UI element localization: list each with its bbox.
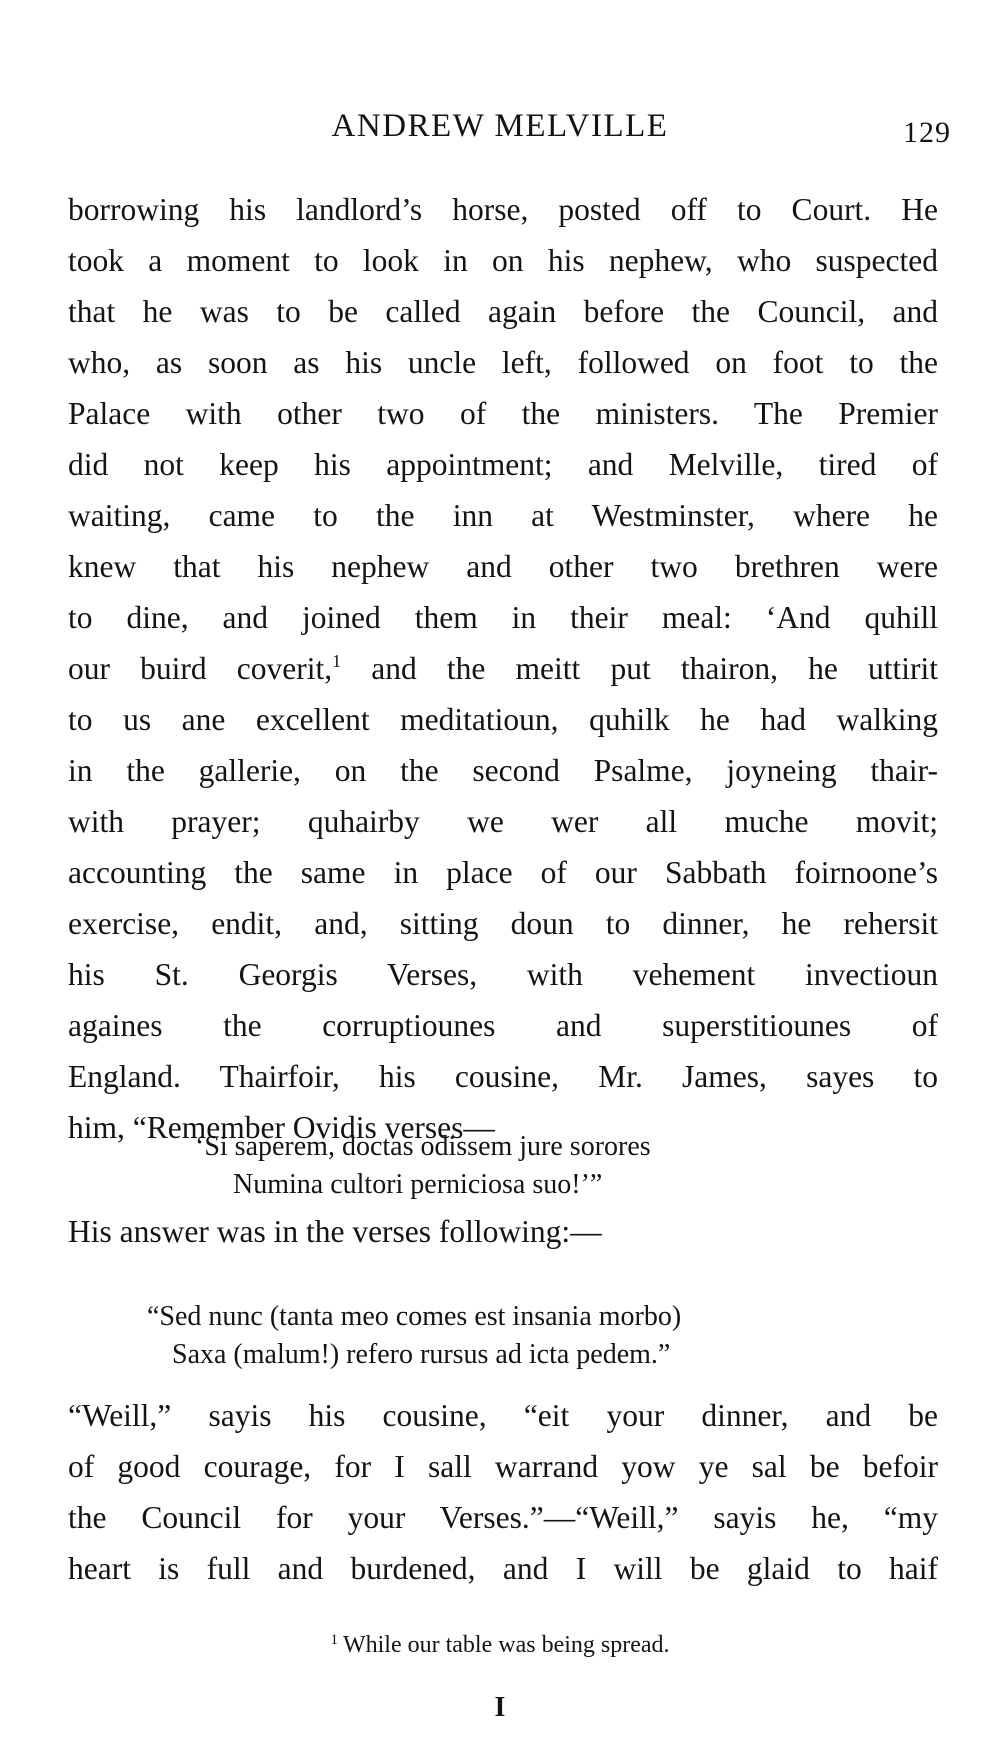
text-line: of good courage, for I sall warrand yow ye sal be befoir — [68, 1449, 938, 1484]
text-fragment: and the meitt put thairon, he uttirit — [341, 651, 938, 686]
paragraph-main — [68, 184, 938, 1153]
text-line: knew that his nephew and other two brethren were — [68, 549, 938, 584]
text-line: the Council for your Verses.”—“Weill,” sayis he, “my — [68, 1500, 938, 1535]
verse-quotation-answer — [0, 1298, 1000, 1374]
text-line: accounting the same in place of our Sabbath foirnoone’s — [68, 855, 938, 890]
text-line: to us ane excellent meditatioun, quhilk he had walking — [68, 702, 938, 737]
answer-line: His answer was in the verses following:— — [68, 1214, 602, 1249]
text-line: againes the corruptiounes and superstitiounes of — [68, 1008, 938, 1043]
text-line: borrowing his landlord’s horse, posted off to Court. He — [68, 192, 938, 227]
text-line: took a moment to look in on his nephew, who suspected — [68, 243, 938, 278]
paragraph-dialogue — [68, 1390, 938, 1594]
text-line-with-footnote — [68, 643, 938, 694]
text-line: exercise, endit, and, sitting doun to dinner, he rehersit — [68, 906, 938, 941]
text-line: “Weill,” sayis his cousine, “eit your dinner, and be — [68, 1398, 938, 1433]
text-line: his St. Georgis Verses, with vehement invectioun — [68, 957, 938, 992]
text-line: who, as soon as his uncle left, followed on foot to the — [68, 345, 938, 380]
verse-line: Numina cultori perniciosa suo!’” — [233, 1169, 603, 1200]
verse-line: “Sed nunc (tanta meo comes est insania morbo) — [147, 1301, 682, 1332]
text-line: waiting, came to the inn at Westminster, where he — [68, 498, 938, 533]
footnote — [0, 1632, 1000, 1659]
text-fragment: our buird coverit, — [68, 651, 333, 686]
text-line: heart is full and burdened, and I will be glaid to haif — [68, 1551, 938, 1586]
verse-line: Saxa (malum!) refero rursus ad icta pedem.” — [172, 1339, 671, 1370]
page-header — [0, 108, 1000, 158]
footnote-reference: 1 — [332, 651, 342, 671]
text-line: did not keep his appointment; and Melville, tired of — [68, 447, 938, 482]
signature-mark: I — [494, 1692, 506, 1723]
text-line: him, “Remember Ovidis verses— — [68, 1110, 495, 1145]
footnote-text: While our table was being spread. — [342, 1632, 670, 1658]
text-line: Palace with other two of the ministers. The Premier — [68, 396, 938, 431]
running-head: ANDREW MELVILLE — [331, 108, 669, 144]
text-line: England. Thairfoir, his cousine, Mr. James, sayes to — [68, 1059, 938, 1094]
text-line: in the gallerie, on the second Psalme, joyneing thair- — [68, 753, 938, 788]
footnote-marker: 1 — [330, 1632, 338, 1648]
verse-quotation-ovid — [0, 1128, 1000, 1204]
text-line: to dine, and joined them in their meal: ‘And quhill — [68, 600, 938, 635]
text-line: that he was to be called again before the Council, and — [68, 294, 938, 329]
page-number: 129 — [903, 116, 951, 149]
text-line: with prayer; quhairby we wer all muche movit; — [68, 804, 938, 839]
verse-line: ‘Si saperem, doctas odissem jure sorores — [195, 1131, 651, 1162]
